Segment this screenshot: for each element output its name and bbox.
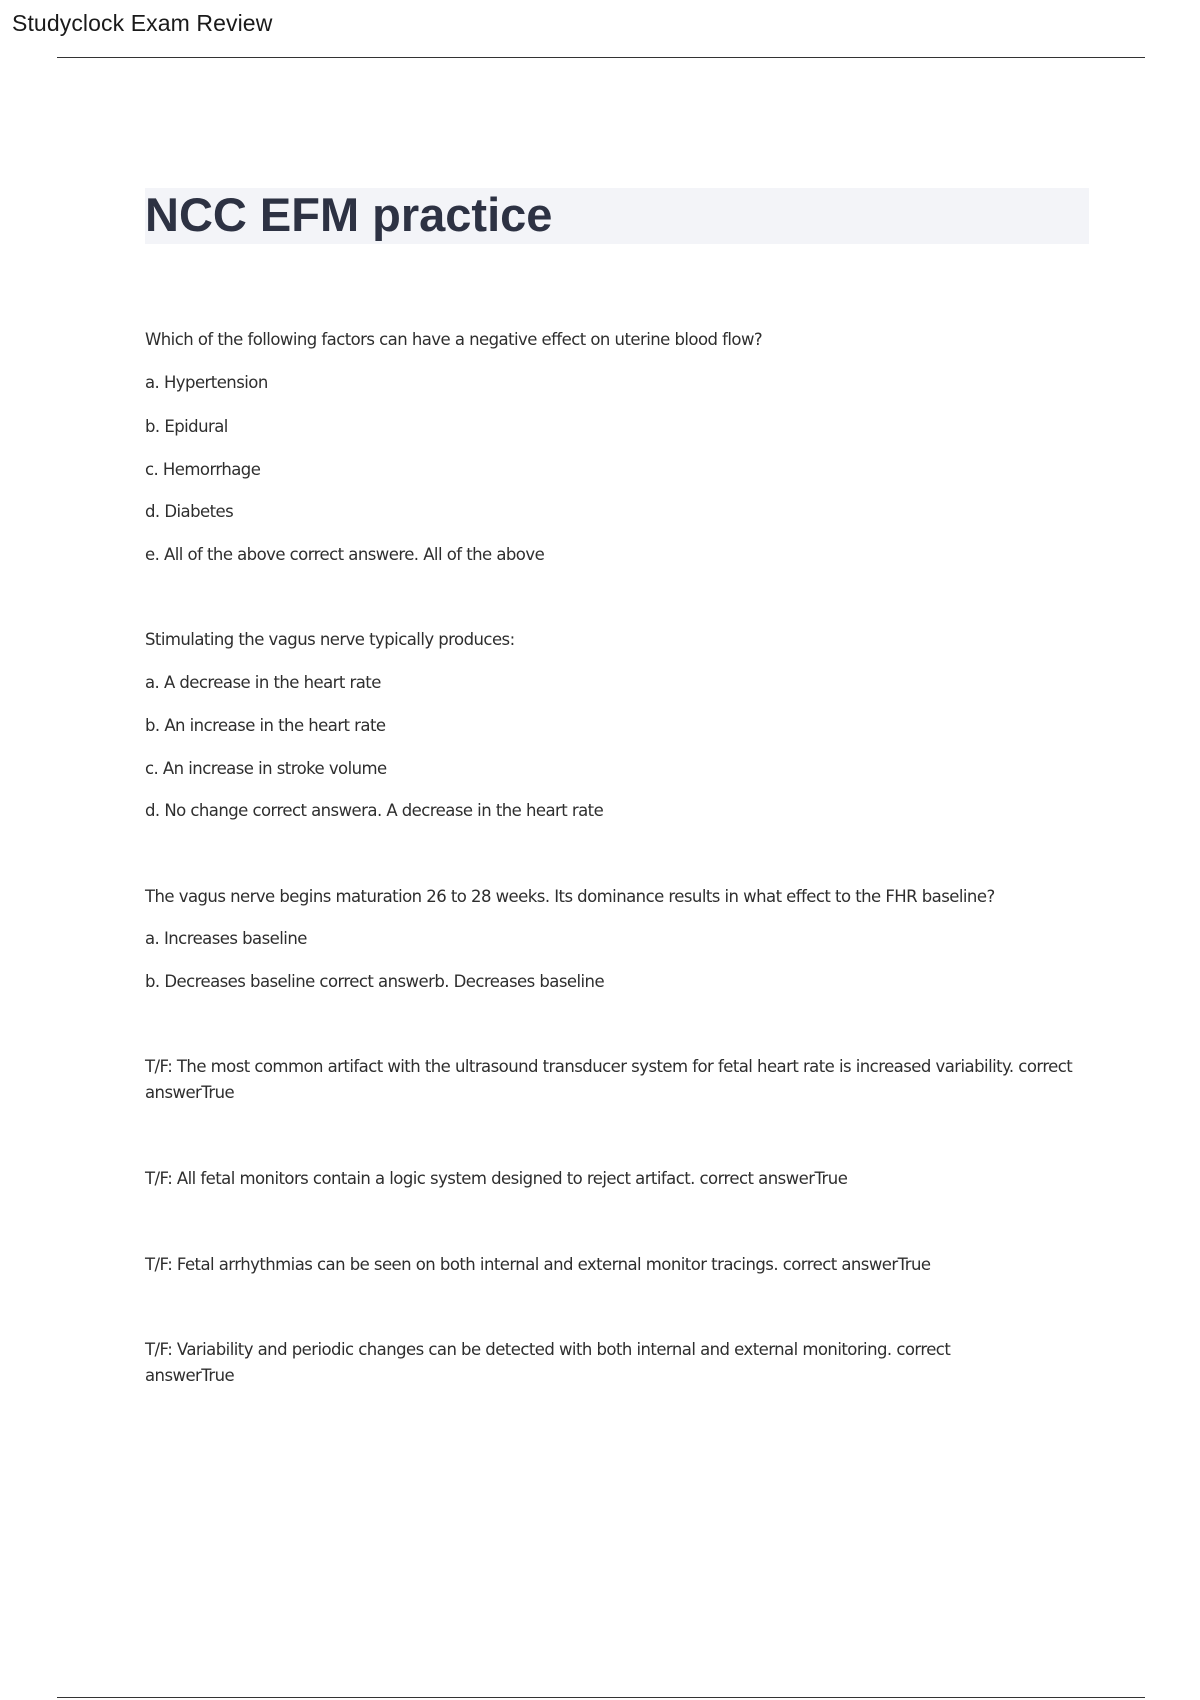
answer-option: a. A decrease in the heart rate [145, 673, 381, 692]
answer-option: c. Hemorrhage [145, 460, 261, 479]
answer-option: b. Epidural [145, 417, 228, 436]
answer-option: d. Diabetes [145, 502, 234, 521]
page-title: NCC EFM practice [145, 188, 553, 241]
question-prompt: Which of the following factors can have a negative effect on uterine blood flow? [145, 330, 763, 349]
true-false-item: T/F: All fetal monitors contain a logic system designed to reject artifact. correct answerTrue [145, 1169, 848, 1188]
answer-option: b. An increase in the heart rate [145, 716, 386, 735]
site-header-title: Studyclock Exam Review [12, 10, 273, 36]
question-prompt: The vagus nerve begins maturation 26 to 28 weeks. Its dominance results in what effect to the FHR baseline? [145, 887, 995, 906]
true-false-item: T/F: Fetal arrhythmias can be seen on both internal and external monitor tracings. correct answerTrue [145, 1255, 931, 1274]
answer-option: d. No change correct answera. A decrease in the heart rate [145, 801, 604, 820]
question-prompt: Stimulating the vagus nerve typically produces: [145, 630, 515, 649]
answer-option: b. Decreases baseline correct answerb. Decreases baseline [145, 972, 605, 991]
answer-option: a. Hypertension [145, 373, 268, 392]
answer-option: e. All of the above correct answere. All of the above [145, 545, 545, 564]
answer-option: a. Increases baseline [145, 929, 307, 948]
answer-option: c. An increase in stroke volume [145, 759, 387, 778]
true-false-item: T/F: Variability and periodic changes can be detected with both internal and external monitoring. correct answerTrue [145, 1340, 951, 1385]
footer-divider [57, 1697, 1145, 1698]
header-divider [57, 57, 1145, 58]
true-false-item: T/F: The most common artifact with the ultrasound transducer system for fetal heart rate is increased variability. correct answerTrue [145, 1057, 1073, 1102]
